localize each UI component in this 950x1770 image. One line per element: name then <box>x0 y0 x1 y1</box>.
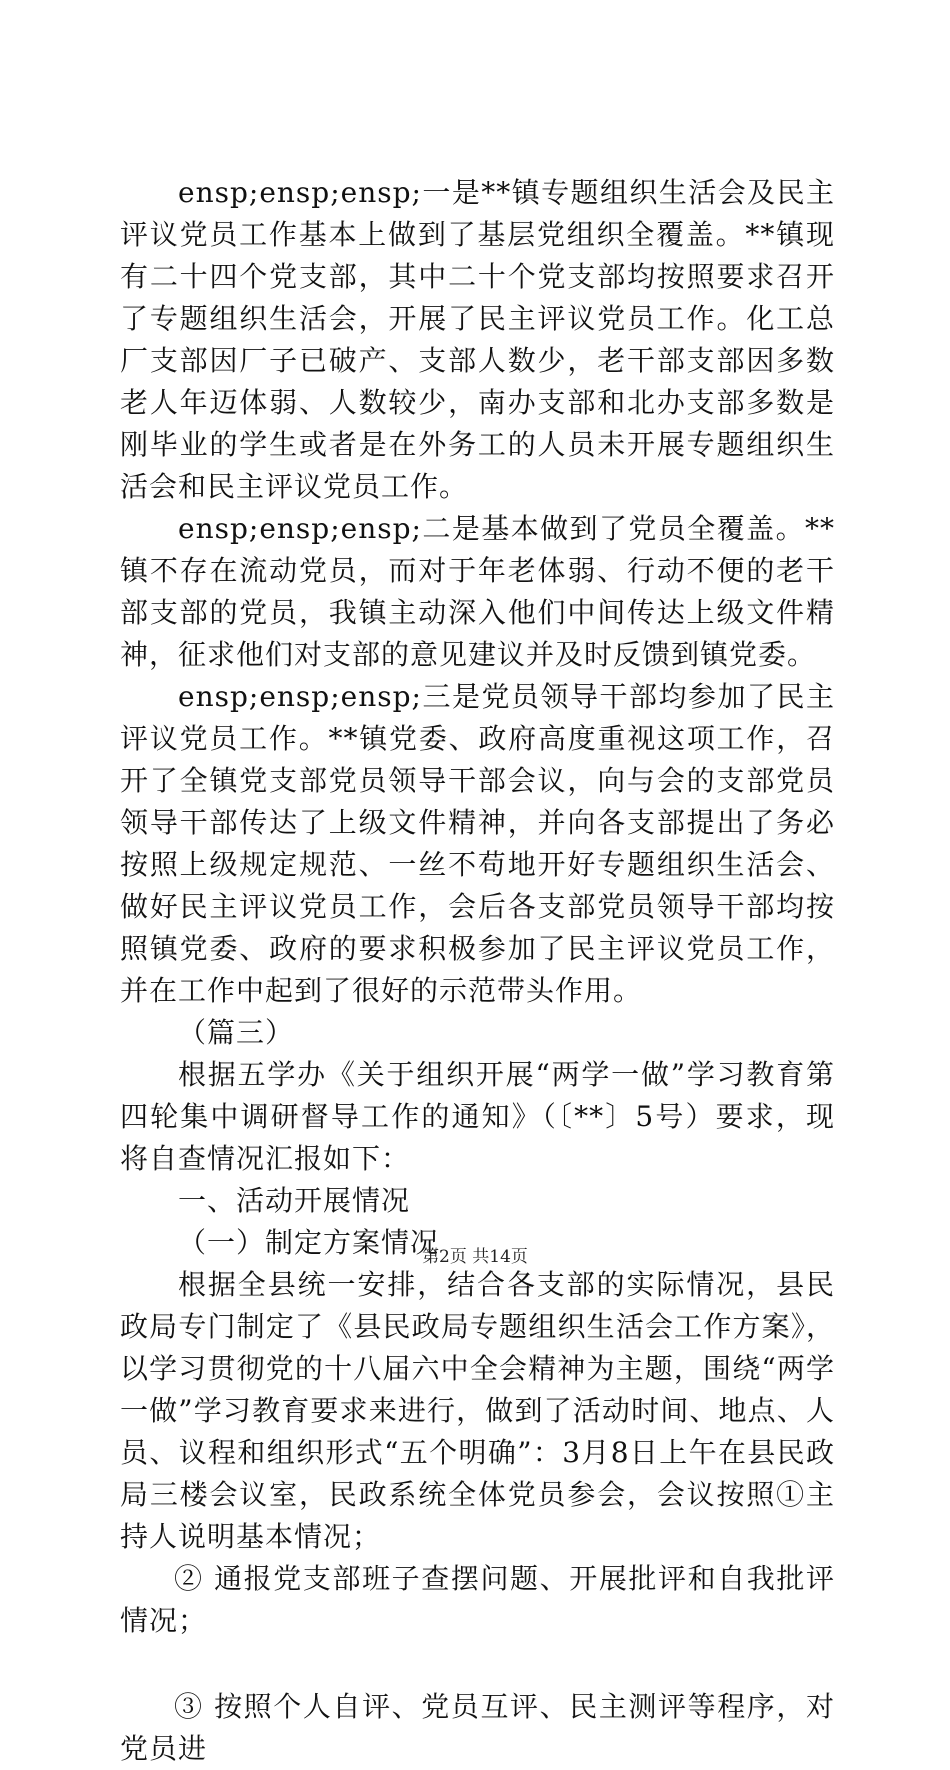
heading-activity-status: 一、活动开展情况 <box>178 1184 411 1217</box>
paragraph-step-two: ② 通报党支部班子查摆问题、开展批评和自我批评情况； <box>120 1562 835 1637</box>
paragraph-first-point: ensp;ensp;ensp;一是**镇专题组织生活会及民主评议党员工作基本上做到了基层党组织全覆盖。**镇现有二十四个党支部，其中二十个党支部均按照要求召开了专题组织生活会，开展了民主评议党员工作。化工总厂支部因厂子已破产、支部人数少，老干部支部因多数老人年迈体弱、人数较少，南办支部和北办支部多数是刚毕业的学生或者是在外务工的人员未开展专题组织生活会和民主评议党员工作。 <box>120 176 835 503</box>
document-body <box>120 172 835 1770</box>
paragraph-step-three: ③ 按照个人自评、党员互评、民主测评等程序，对党员进 <box>120 1690 835 1765</box>
paragraph-third-point: ensp;ensp;ensp;三是党员领导干部均参加了民主评议党员工作。**镇党委、政府高度重视这项工作，召开了全镇党支部党员领导干部会议，向与会的支部党员领导干部传达了上级文件精神，并向各支部提出了务必按照上级规定规范、一丝不苟地开好专题组织生活会、做好民主评议党员工作，会后各支部党员领导干部均按照镇党委、政府的要求积极参加了民主评议党员工作，并在工作中起到了很好的示范带头作用。 <box>120 680 835 1007</box>
subheading-plan-formulation: （一）制定方案情况 <box>178 1226 440 1259</box>
section-heading-part-three: （篇三） <box>178 1016 295 1049</box>
paragraph-second-point: ensp;ensp;ensp;二是基本做到了党员全覆盖。**镇不存在流动党员，而对于年老体弱、行动不便的老干部支部的党员，我镇主动深入他们中间传达上级文件精神，征求他们对支部的意见建议并及时反馈到镇党委。 <box>120 512 835 671</box>
paragraph-plan-details: 根据全县统一安排，结合各支部的实际情况，县民政局专门制定了《县民政局专题组织生活会工作方案》，以学习贯彻党的十八届六中全会精神为主题，围绕“两学一做”学习教育要求来进行，做到了活动时间、地点、人员、议程和组织形式“五个明确”：3月8日上午在县民政局三楼会议室，民政系统全体党员参会，会议按照①主持人说明基本情况； <box>120 1268 835 1553</box>
page-number-footer: 第2页 共14页 <box>422 1247 528 1267</box>
paragraph-intro: 根据五学办《关于组织开展“两学一做”学习教育第四轮集中调研督导工作的通知》（〔**〕5号）要求，现将自查情况汇报如下： <box>120 1058 835 1175</box>
